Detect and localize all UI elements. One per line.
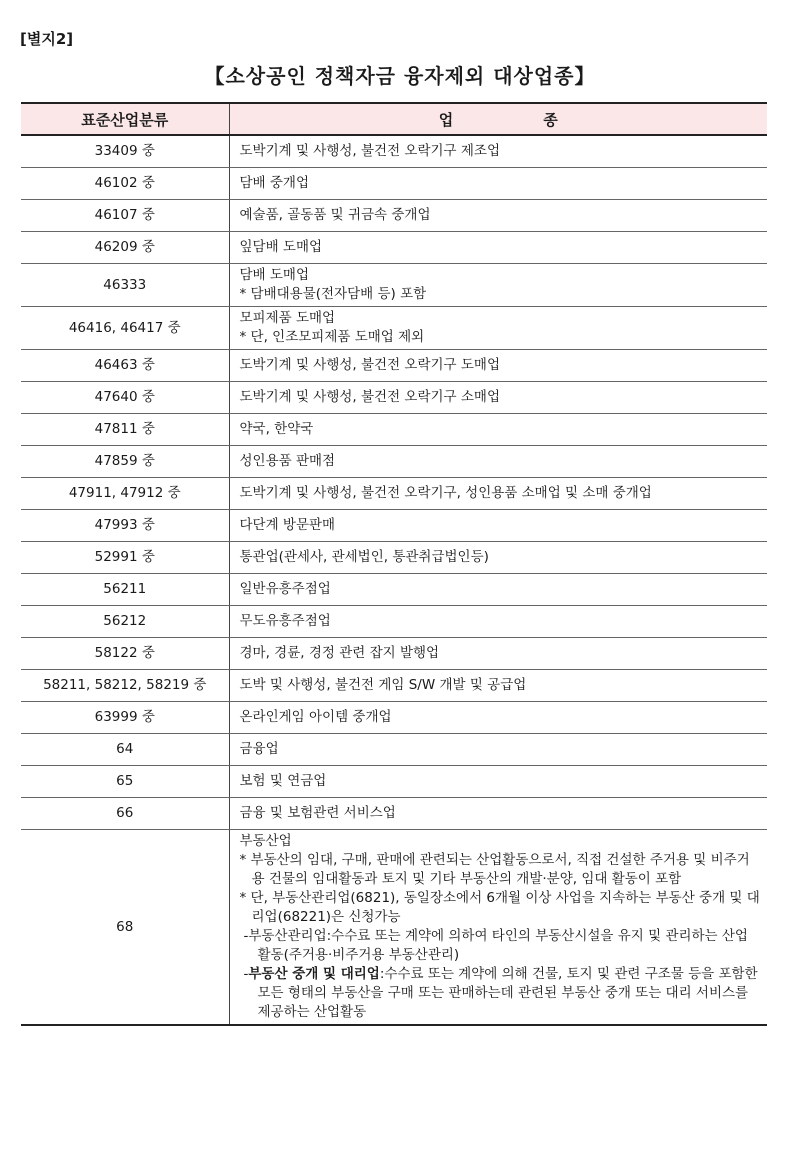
row-code: 47911, 47912 중 [21,478,229,510]
header-industry-first: 업 [438,110,454,129]
table-row [21,168,767,200]
row-industry [229,264,767,307]
industry-text: 잎담배 도매업 [239,239,323,255]
industry-text: 담배 중개업 [239,175,309,191]
document-title: 【소상공인 정책자금 융자제외 대상업종】 [204,64,596,88]
table-row [21,232,767,264]
row-code: 63999 중 [21,702,229,734]
attachment-label: [별지2] [20,30,74,48]
real-estate-sub-1: -부동산관리업:수수료 또는 계약에 의하여 타인의 부동산시설을 유지 및 관리하는 산업활동(주거용·비주거용 부동산관리) [243,928,748,963]
table-row [21,200,767,232]
table-row [21,264,767,307]
row-code: 52991 중 [21,542,229,574]
industry-text: 도박 및 사행성, 불건전 게임 S/W 개발 및 공급업 [239,677,527,693]
row-industry [229,382,767,414]
table-row [21,307,767,350]
table-row [21,350,767,382]
row-code: 46416, 46417 중 [21,307,229,350]
row-code: 66 [21,798,229,830]
row-code: 68 [21,830,229,1026]
row-industry [229,606,767,638]
row-code: 47811 중 [21,414,229,446]
table-row [21,542,767,574]
row-industry [229,510,767,542]
industry-text: 도박기계 및 사행성, 불건전 오락기구 소매업 [239,389,500,405]
industry-text: 도박기계 및 사행성, 불건전 오락기구 도매업 [239,357,500,373]
row-industry [229,446,767,478]
industry-text: 금융 및 보험관련 서비스업 [239,805,396,821]
row-industry [229,638,767,670]
table-row [21,135,767,168]
row-industry [229,766,767,798]
industry-text: 금융업 [239,741,279,757]
real-estate-sub-2-rest: :수수료 또는 계약에 의해 건물, 토지 및 관련 구조물 등을 포함한 모든 형태의 부동산을 구매 또는 판매하는데 관련된 부동산 중개 또는 대리 서비스를 제공하는 산업활동 [257,966,758,1020]
row-code: 46102 중 [21,168,229,200]
row-industry [229,798,767,830]
industry-text: 경마, 경륜, 경정 관련 잡지 발행업 [239,645,440,661]
industry-text: 다단계 방문판매 [239,517,336,533]
industry-text: 도박기계 및 사행성, 불건전 오락기구 제조업 [239,143,500,159]
excluded-industries-table [21,102,767,1026]
industry-text: 온라인게임 아이템 중개업 [239,709,392,725]
row-code: 47859 중 [21,446,229,478]
table-row [21,478,767,510]
industry-text: 보험 및 연금업 [239,773,327,789]
row-industry [229,542,767,574]
industry-note: * 단, 인조모피제품 도매업 제외 [239,329,425,345]
row-industry [229,702,767,734]
table-row [21,798,767,830]
table-row [21,382,767,414]
industry-text: 통관업(관세사, 관세법인, 통관취급법인등) [239,549,489,565]
real-estate-title: 부동산업 [239,833,292,849]
real-estate-note-1: * 부동산의 임대, 구매, 판매에 관련되는 산업활동으로서, 직접 건설한 주거용 및 비주거용 건물의 임대활동과 토지 및 기타 부동산의 개발·분양, 임대 활동이 포함 [239,852,750,887]
table-row [21,574,767,606]
industry-text: 무도유흥주점업 [239,613,331,629]
industry-text: 성인용품 판매점 [239,453,336,469]
industry-text: 예술품, 골동품 및 귀금속 중개업 [239,207,431,223]
real-estate-sub-2 [240,965,762,1022]
real-estate-note-2: * 단, 부동산관리업(6821), 동일장소에서 6개월 이상 사업을 지속하는 부동산 중개 및 대리업(68221)은 신청가능 [239,890,760,925]
table-row [21,702,767,734]
row-code: 58122 중 [21,638,229,670]
table-row [21,414,767,446]
row-code: 56212 [21,606,229,638]
row-industry [229,350,767,382]
table-row [21,766,767,798]
row-code: 46333 [21,264,229,307]
table-row [21,670,767,702]
industry-text: 일반유흥주점업 [239,581,331,597]
row-code: 64 [21,734,229,766]
industry-text: 모피제품 도매업 [239,310,336,326]
table-header-row [21,103,767,135]
row-code: 56211 [21,574,229,606]
real-estate-sub-2-bold: 부동산 중개 및 대리업 [248,966,380,982]
industry-text: 도박기계 및 사행성, 불건전 오락기구, 성인용품 소매업 및 소매 중개업 [239,485,652,501]
row-industry [229,830,767,1026]
row-industry [229,478,767,510]
row-code: 65 [21,766,229,798]
row-industry [229,734,767,766]
row-code: 46463 중 [21,350,229,382]
header-industry-second: 종 [543,110,558,129]
row-industry [229,200,767,232]
row-industry [229,670,767,702]
row-code: 46107 중 [21,200,229,232]
table-row [21,734,767,766]
table-row [21,638,767,670]
header-classification: 표준산업분류 [21,103,229,135]
industry-text: 담배 도매업 [239,267,309,283]
row-industry [229,168,767,200]
industry-text: 약국, 한약국 [239,421,314,437]
row-industry [229,574,767,606]
table-row [21,510,767,542]
row-code: 33409 중 [21,135,229,168]
row-industry [229,135,767,168]
header-industry [229,103,767,135]
row-industry [229,232,767,264]
row-industry [229,414,767,446]
table-row [21,606,767,638]
real-estate-sub-2-prefix: - [243,966,249,982]
row-code: 47640 중 [21,382,229,414]
industry-note: * 담배대용물(전자담배 등) 포함 [239,286,427,302]
row-industry [229,307,767,350]
row-code: 58211, 58212, 58219 중 [21,670,229,702]
row-code: 47993 중 [21,510,229,542]
table-row [21,446,767,478]
table-row-real-estate [21,830,767,1026]
row-code: 46209 중 [21,232,229,264]
